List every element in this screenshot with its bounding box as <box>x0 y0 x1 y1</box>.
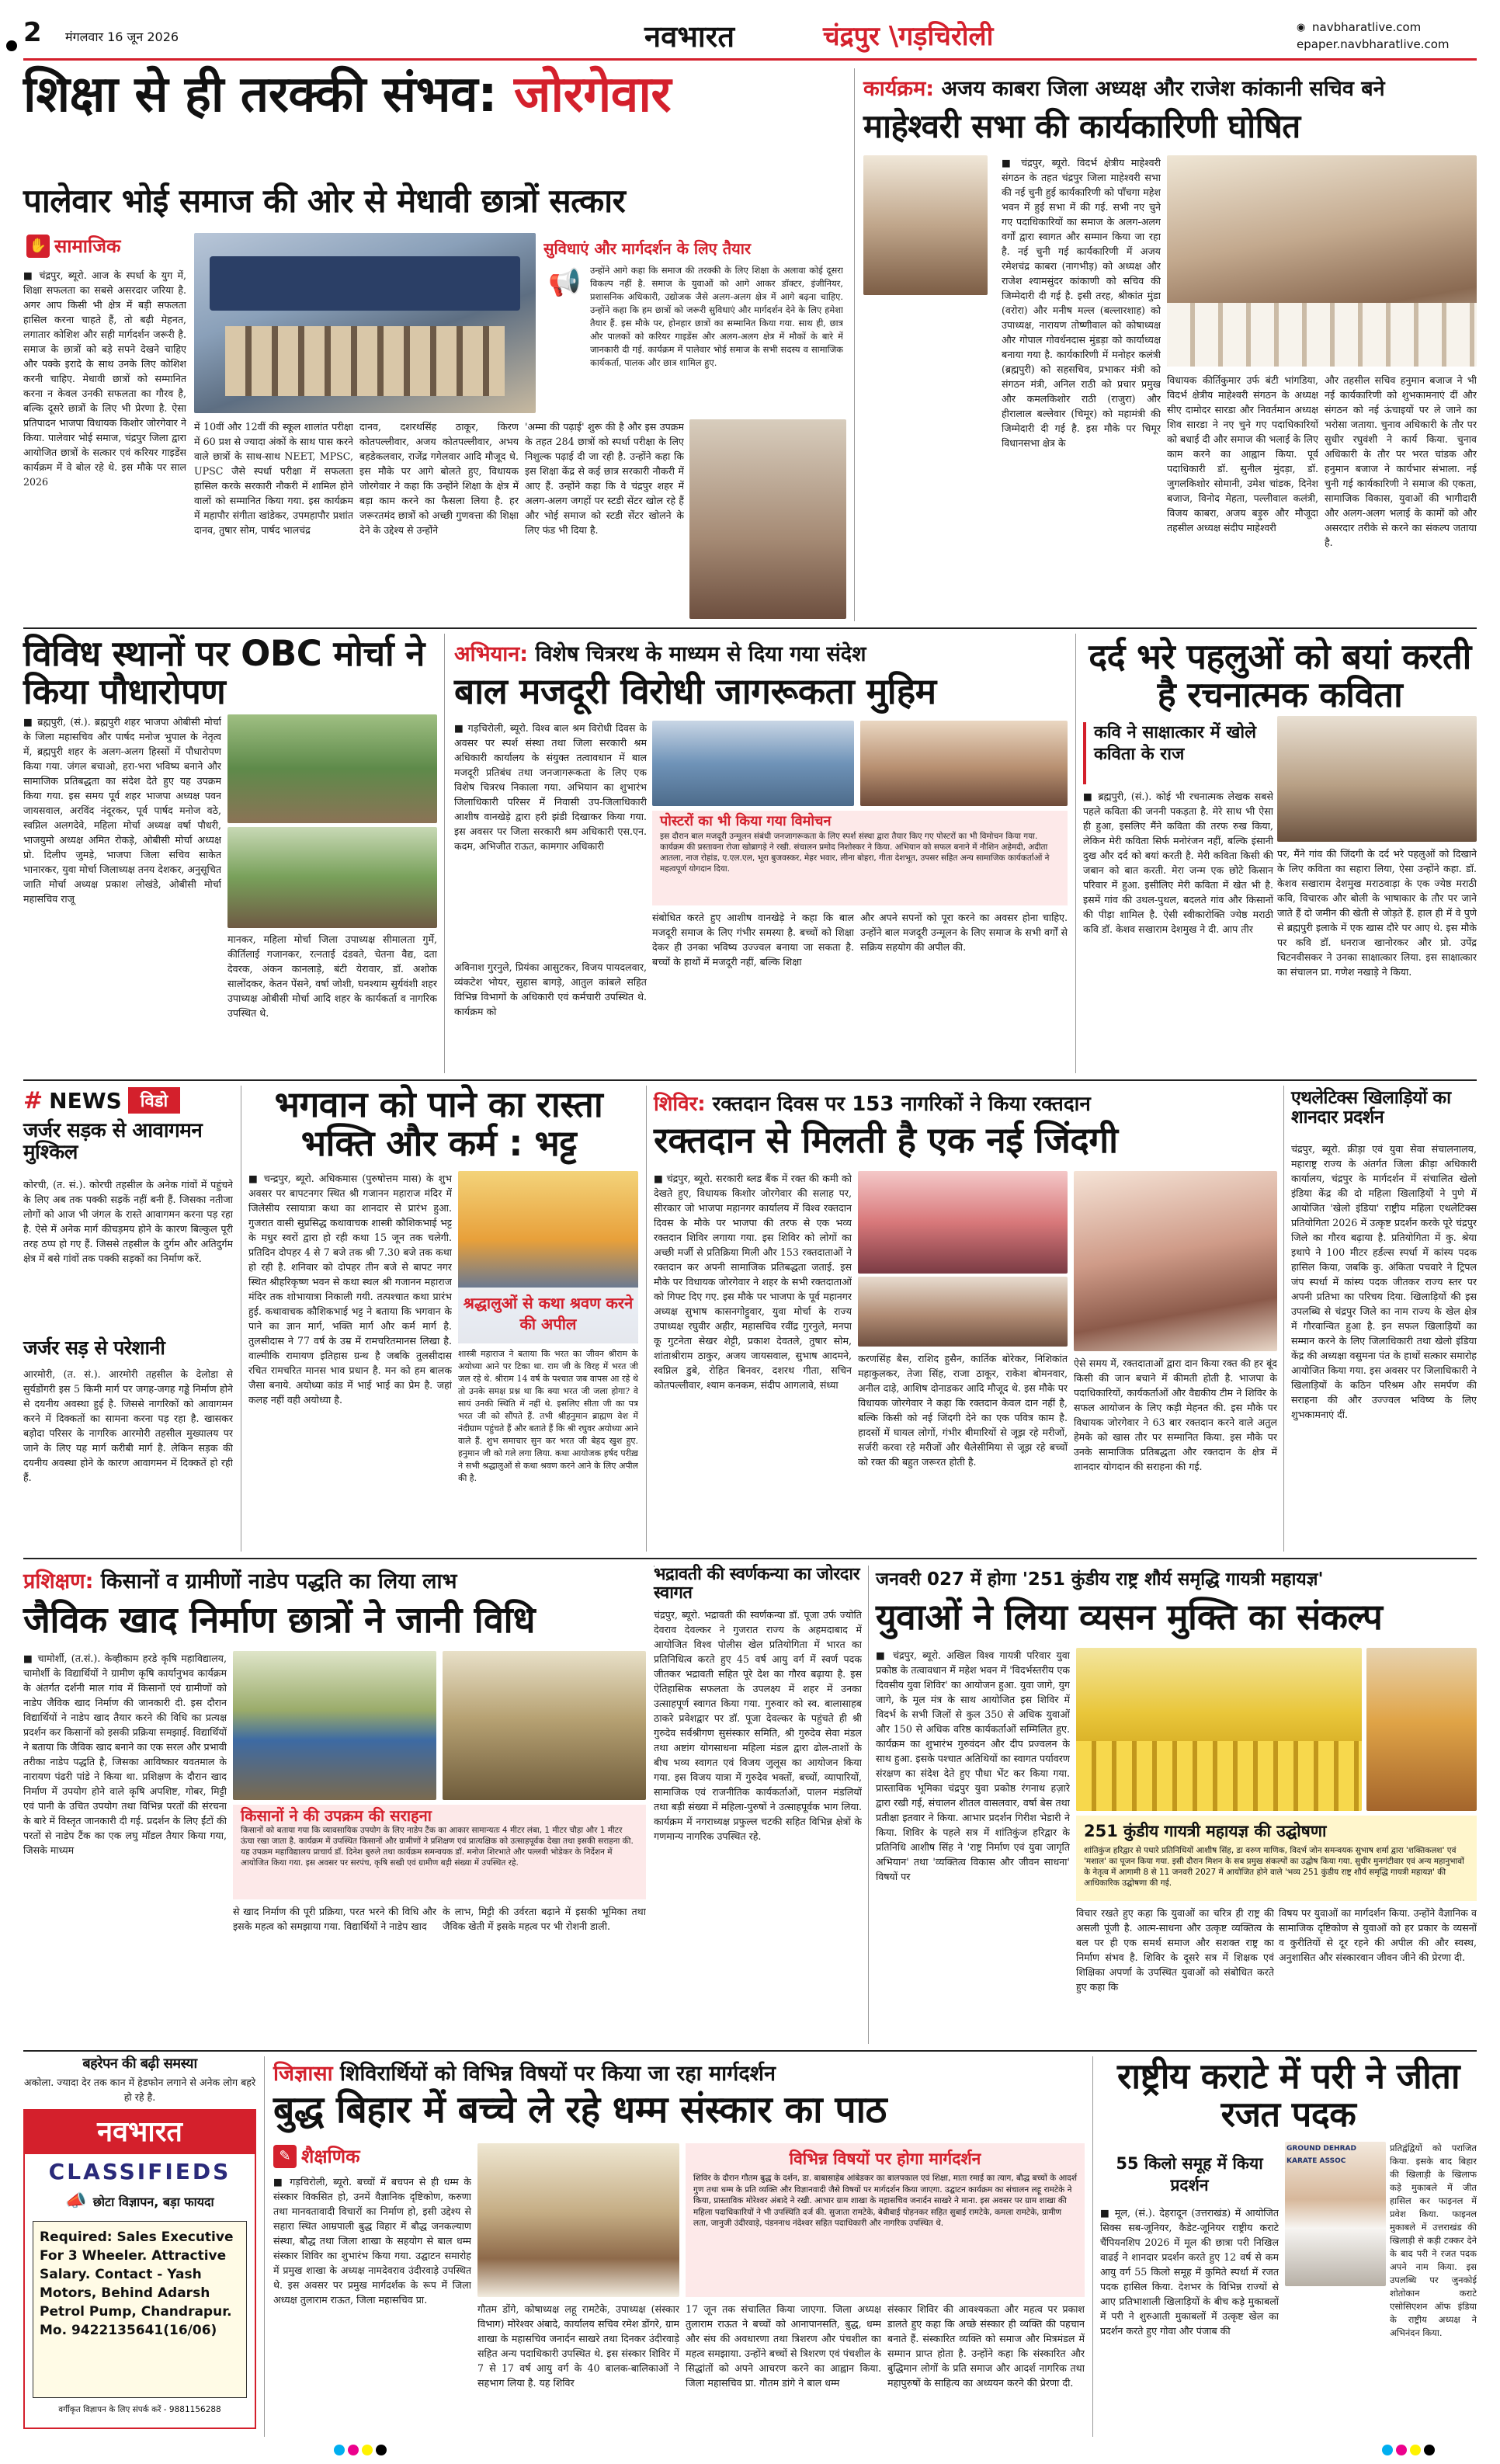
s1-headline: शिक्षा से ही तरक्की संभव: जोरगेवार <box>23 66 672 123</box>
s11-col3: विषय पर युवाओं का मार्गदर्शन किया. उन्होंने वैज्ञानिक व सामाजिक दृष्टिकोण से युवाओं को हर प्रकार के व्यसनों व कुरीतियों से दूर रहने की अपील की और स्वस्थ, अनुशासित और संस्कारवान जीवन जीने की प्रेरणा दी. <box>1279 1907 1477 1963</box>
s10-col1: चंद्रपुर, ब्यूरो. भद्रावती की स्वर्णकन्या डॉ. पूजा उर्फ ज्योति देवराव देवल्कर ने गुजरात राज्य के अहमदाबाद में आयोजित विश्व पोलीस खेल प्रतियोगिता में भारत का प्रतिनिधित्व करते हुए 45 वर्ष आयु वर्ग में स्वर्ण पदक जीतकर भद्रावती सहित पूरे देश का गौरव बढ़ाया है. इस ऐतिहासिक सफलता के उपलक्ष्य में शहर में उनका उत्साहपूर्ण स्वागत किया गया. गुरुवार को स्व. बालासाहब ठाकरे प्रवेशद्वार पर डॉ. पूजा देवल्कर के पहुंचते ही श्री गुरुदेव सर्वश्रीगण सुसंस्कार समिति, श्री गुरुदेव सेवा मंडल तथा अष्टांग योगसाधना महिला मंडल द्वारा ढोल-ताशों के बीच भव्य स्वागत एवं विजय जुलूस का आयोजन किया गया. इस विजय यात्रा में गुरुदेव भक्तों, बच्चों, व्यापारियों, सामाजिक एवं राजनीतिक कार्यकर्ताओं, पालन मंडलियों तथा बड़ी संख्या में महिला-पुरुषों ने उत्साहपूर्वक भाग लिया. कार्यक्रम में नगराध्यक्ष प्रफुल्ल चटकी सहित विभिन्न क्षेत्रों के गणमान्य नागरिक उपस्थित रहे. <box>654 1609 862 1842</box>
s7-krishna-image <box>458 1171 638 1343</box>
s12-photo-demo <box>443 1651 646 1800</box>
s14-kicker: जिज्ञासा शिविरार्थियों को विभिन्न विषयों पर किया जा रहा मार्गदर्शन <box>273 2062 776 2086</box>
s1-box-title: सुविधाएं और मार्गदर्शन के लिए तैयार <box>543 239 752 258</box>
megaphone-icon: 📢 <box>548 267 582 298</box>
s8-headline: रक्तदान से मिलती है एक नई जिंदगी <box>654 1119 1118 1161</box>
classifieds-contact: वर्गीकृत विज्ञापन के लिए संपर्क करें - 9881156288 <box>58 2405 221 2414</box>
book-icon: ✎ <box>273 2145 297 2168</box>
classifieds-brand: नवभारत <box>25 2111 255 2154</box>
s1-col2: में 10वीं और 12वीं की स्कूल शालांत परीक्षा में 60 प्रश से ज्यादा अंकों के साथ पास करने वाले छात्रों के साथ-साथ NEET, MPSC, UPSC जैसे स्पर्धा परीक्षा में सफलता हासिल करके सरकारी नौकरी में शामिल होने वालों को सम्मानित किया गया. इस कार्यक्रम में महापौर संगीता खांडेकर, उपमहापौर प्रशांत दानव, तुषार सोम, पार्षद भालचंद्र <box>194 421 353 536</box>
s5-headline: दर्द भरे पहलुओं को बयां करती है रचनात्मक कविता <box>1089 636 1471 715</box>
s1-col1: ■ चंद्रपुर, ब्यूरो. आज के स्पर्धा के युग में, शिक्षा सफलता का सबसे असरदार जरिया है. अगर आप किसी भी क्षेत्र में बड़ी सफलता हासिल करना चाहते हैं, तो बढ़ी मेहनत, लगातार कोशिश और सही मार्गदर्शन जरूरी है. समाज के छात्रों को बड़े सपने देखने चाहिए और पक्के इरादे के साथ उनके लिए कोशिश करनी चाहिए. मेधावी छात्रों को सम्मानित करना न केवल उनकी सफलता का गौरव है, बल्कि दूसरे छात्रों के लिए भी प्रेरणा है. ऐसा प्रतिपादन भाजपा विधायक किशोर जोरगेवार ने किया. पालेवार भोई समाज, चंद्रपुर जिला द्वारा आयोजित छात्रों के सत्कार एवं करियर गाइडेंस कार्यक्रम में वे बोल रहे थे. इस मौके पर साल 2026 <box>23 269 186 488</box>
s8-photo-group <box>1074 1171 1277 1351</box>
s7-headline: भगवान को पाने का रास्ता भक्ति और कर्म : भट्ट <box>274 1083 603 1164</box>
s14-headline: बुद्ध बिहार में बच्चे ले रहे धम्म संस्कार का पाठ <box>273 2088 887 2132</box>
issue-date: मंगलवार 16 जून 2026 <box>65 30 179 44</box>
s11-caption-title: 251 कुंडीय गायत्री महायज्ञ की उद्घोषणा <box>1084 1822 1327 1840</box>
s15-col1: ■ मूल, (सं.). देहरादून (उत्तराखंड) में आयोजित सिक्स सब-जूनियर, कैडेट-जूनियर राष्ट्रीय कराटे चैंपियनशिप 2026 में मूल की छात्रा परी निखिल वाढई ने शानदार प्रदर्शन करते हुए 12 वर्ष से कम आयु वर्ग 55 किलो समूह में कुमिते स्पर्धा में रजत पदक हासिल किया. देशभर के विभिन्न राज्यों से आए प्रतिभाशाली खिलाड़ियों के बीच कड़े मुकाबलों में परी ने शुरुआती मुकाबलों में उत्कृष्ट खेल का प्रदर्शन करते हुए गोवा और पंजाब की <box>1100 2207 1279 2337</box>
edition-name: चंद्रपुर \गड़चिरोली <box>823 21 994 52</box>
s13-h1: बहरेपन की बढ़ी समस्या <box>82 2056 197 2072</box>
s11-photo-hall <box>1076 1648 1362 1811</box>
classifieds-title: CLASSIFIEDS <box>48 2159 231 2184</box>
s8-photo-banner <box>858 1171 1068 1274</box>
s4-col4: और अपने सपनों को पूरा करने का अवसर होना चाहिए. उन्होंने बाल मजदूरी उन्मूलन के लिए समाज के सभी वर्गों से सक्रिय सहयोग की अपील की. <box>860 912 1068 953</box>
registration-mark-icon <box>1410 2445 1421 2455</box>
registration-mark-icon <box>6 40 17 51</box>
s12-headline: जैविक खाद निर्माण छात्रों ने जानी विधि <box>23 1599 536 1642</box>
s4-col2: अविनाश गुरनुले, प्रियंका आसुटकर, विजय पायदलवार, व्यंकटेश भोयर, सुहास बागड़े, आतुल कांबले सहित विभिन्न विभागों के अधिकारी एवं कर्मचारी उपस्थित थे. कार्यक्रम को <box>454 961 647 1017</box>
classifieds-box <box>23 2109 256 2429</box>
s11-photo-speaker <box>1366 1648 1477 1811</box>
s1-subhead: पालेवार भोई समाज की ओर से मेधावी छात्रों सत्कार <box>23 182 626 220</box>
registration-mark-icon <box>1424 2445 1435 2455</box>
s1-event-photo <box>194 233 536 413</box>
s11-headline: युवाओं ने लिया व्यसन मुक्ति का संकल्प <box>876 1596 1383 1638</box>
s2-col1: ■ चंद्रपुर, ब्यूरो. विदर्भ क्षेत्रीय माहेश्वरी संगठन के तहत चंद्रपुर जिला माहेश्वरी सभा की नई चुनी हुई कार्यकारिणी को पाँचगा महेश भवन में हुई सभा में की गई. सभी नए चुने गए पदाधिकारियों का समाज के अलग-अलग वर्गों द्वारा स्वागत और सम्मान किया जा रहा है. नई चुनी गई कार्यकारिणी में अजय रमेशचंद्र काबरा (नागभीड़) को अध्यक्ष और राजेश श्यामसुंदर कांकाणी को सचिव की जिम्मेदारी दी गई है. इसी तरह, श्रीकांत मुंडा (वरोरा) और मनीष मल्ल (बल्लारशाह) को उपाध्यक्ष, नारायण तोष्णीवाल को कोषाध्यक्ष और गोपाल गोवर्धनदास मुंडड़ा को कार्याध्यक्ष बनाया गया है. कार्यकारिणी में मनोहर कलंत्री (ब्रह्मपुरी) को सहसचिव, प्रभाकर मंत्री को संगठन मंत्री, अनिल राठी को प्रचार प्रमुख और कमलकिशोर राठी (राजुरा) और हीरालाल बल्लेवार (चिमूर) को महामंत्री की जिम्मेदारी दी गई है. इस मौके पर चिमूर विधानसभा क्षेत्र के <box>1002 157 1161 449</box>
classifieds-tagline: 📣 छोटा विज्ञापन, बड़ा फायदा <box>65 2191 214 2211</box>
s14-photo-children <box>477 2143 679 2297</box>
s8-col3: ऐसे समय में, रक्तदाताओं द्वारा दान किया रक्त की हर बूंद किसी की जान बचाने में कीमती होती है. भाजपा के पदाधिकारियों, कार्यकर्ताओं और वैद्यकीय टीम ने शिविर के सफल आयोजन के लिए कड़ी मेहनत की. इस मौके पर विधायक जोरगेवार ने 63 बार रक्तदान करने वाले अतुल हेमके को खास तौर पर सम्मानित किया. इस मौके पर उनके सामाजिक प्रतिबद्धता और रक्तदान के क्षेत्र में शानदार योगदान की सराहना की गई. <box>1074 1357 1277 1472</box>
hands-icon: ✋ <box>26 235 50 258</box>
s14-box-text: शिविर के दौरान गौतम बुद्ध के दर्शन, डा. बाबासाहेब आंबेडकर का बालपकाल एवं शिक्षा, माता रमाई का त्याग, बौद्ध बच्चों के आदर्श गुण तथा धम्म के प्रति व्यक्ति और विज्ञानवादी जैसे विषयों पर मार्गदर्शन किया जाएगा. उद्घाटन कार्यक्रम का संचालन लहू रामटेके ने किया, प्रास्ताविक मोरेश्वर अंबादे ने रखी. आभार ग्राम शाखा के महासचिव जनार्दन साखरे ने माना. इस अवसर पर ग्राम शाखा की महिला पदाधिकारियों ने भी उपस्थिति दर्ज की. सुजाता रामटेके, बेबीबाई पोहनकर सहित सुबाई रामटेके, कमला रामटेके, ग्रामीण लता, जानुजी उंदीरवाड़े, पंडननाथ नंदेश्वर सहित पदाधिकारी और नागरिक उपस्थित थे. <box>693 2174 1077 2228</box>
registration-mark-icon <box>348 2445 359 2455</box>
s5-col2: पर, मैंने गांव की जिंदगी के दर्द भरे पहलुओं को दिखाने के लिए कविता का सहारा लिया, ऐसा उन्होंने कहा. डॉ. केशव सखाराम देशमुख मराठवाड़ा के एक ज्येष्ठ मराठी कवि, विचारक और बोली के भाषाकार के तौर पर जाने जाते हैं दो जमीन की खेती से जोड़ते हैं. हाल ही में वे पुणे से ब्रह्मपुरी इलाके में एक खास दौरे पर आए थे. इस मौके पर कवि डॉ. धनराज खानोरकर और प्रो. उपेंद्र चिटनवीसकर ने उनका साक्षात्कार लिया. इस साक्षात्कार का संचालन प्रा. गणेश नखाड़े ने किया. <box>1277 848 1477 978</box>
s12-caption-text: किसानों को बताया गया कि व्यावसायिक उपयोग के लिए नाडेप टैंक का आकार सामान्यतः 4 मीटर लंबा, 1 मीटर चौड़ा और 1 मीटर ऊंचा रखा जाता है. कार्यक्रम में उपस्थित किसानों और ग्रामीणों ने प्रशिक्षण एवं प्रात्यक्षिक को उत्साहपूर्वक देखा तथा इसकी सराहना की. यह उपक्रम महाविद्यालय प्राचार्य डॉ. दिनेश बुरुले तथा कार्यक्रम समन्वयक डॉ. मनोज शिरभाते और पल्लवी भोडेकर के निर्देशन में आयोजित किया गया. इस अवसर पर सरपंच, कृषि सखी एवं ग्रामीण बड़ी संख्या में उपस्थित रहे. <box>241 1826 634 1868</box>
s1-student-photo <box>689 419 846 619</box>
hash-icon: # <box>23 1086 43 1114</box>
s8-col1: ■ चंद्रपुर, ब्यूरो. सरकारी ब्लड बैंक में रक्त की कमी को देखते हुए, विधायक किशोर जोरगेवार की सलाह पर, सीरकार जो भाजपा महानगर कार्यालय में विश्व रक्तदान दिवस के मौके पर भाजपा की तरफ से एक भव्य रक्तदान शिविर लगाया गया. इस शिविर को लोगों का अच्छी मर्जी से प्रतिक्रिया मिली और 153 रक्तदाताओं ने रक्तदान कर अपनी सामाजिक प्रतिबद्धता जताई. इस मौके पर विधायक जोरगेवार ने शहर के सभी रक्तदाताओं को गिफ्ट दिए गए. इस मौके पर भाजपा के पूर्व महानगर अध्यक्ष सुभाष कासनगोट्टुवार, युवा मोर्चा के राज्य उपाध्यक्ष रघुवीर अहीर, महासचिव रवींद्र गुरनुले, मनपा कू गुटनेता सेखर शेट्टी, प्रकाश देवतले, तुषार सोम, शांताश्रीराम ठाकुर, अजय जायसवाल, सुभाष आदमने, स्वप्निल डुबे, रोहित बिनवर, दशरथ गीता, सचिन कोतपल्लीवार, श्याम कनकम, संदीप आगलावे, संध्या <box>654 1173 852 1391</box>
s3-plantation-photo-1 <box>227 714 437 823</box>
s4-caption-title: पोस्टरों का भी किया गया विमोचन <box>660 813 832 829</box>
s3-headline: विविध स्थानों पर OBC मोर्चा ने किया पौधारोपण <box>23 633 425 712</box>
s11-kicker: जनवरी 027 में होगा '251 कुंडीय राष्ट्र शौर्य समृद्धि गायत्री महायज्ञ' <box>876 1569 1324 1590</box>
s2-headline: माहेश्वरी सभा की कार्यकारिणी घोषित <box>863 107 1300 145</box>
s4-photo-poster <box>860 721 1068 806</box>
s4-caption-box <box>652 811 1068 905</box>
s12-photo-students <box>233 1651 436 1800</box>
s11-col1: ■ चंद्रपुर, ब्यूरो. अखिल विश्व गायत्री परिवार युवा प्रकोष्ठ के तत्वावधान में महेश भवन में 'विदर्भस्तरीय एक दिवसीय युवा शिविर' का आयोजन हुआ. युवा जागे, युग जागे, के मूल मंत्र के साथ आयोजित इस शिविर में विदर्भ के सभी जिलों से कुल 350 से अधिक युवाओं और 150 से अधिक वरिष्ठ कार्यकर्ताओं सम्मिलित हुए. कार्यक्रम का शुभारंभ गुरुवंदन और दीप प्रज्वलन के साथ हुआ. इसके पश्चात अतिथियों का स्वागत पर्यावरण संरक्षण का संदेश देते हुए पौधा भेंट कर किया गया. प्रास्ताविक भूमिका चंद्रपुर युवा प्रकोष्ठ रंगनाथ हज़ारे द्वारा रखी गई, संचालन शीतल वासलवार, वर्षा बेस तथा प्रतीक्षा इतवार ने किया. आभार प्रदर्शन गिरीश भेडारी ने किया. शिविर के पहले सत्र में शांतिकुंज हरिद्वार के प्रतिनिधि आशीष सिंह ने 'राष्ट्र निर्माण एवं युवा जागृति अभियान' तथा 'व्यक्तित्व विकास और जीवन साधना' विषयों पर <box>876 1649 1070 1882</box>
s4-col1: ■ गड़चिरोली, ब्यूरो. विश्व बाल श्रम विरोधी दिवस के अवसर पर स्पर्श संस्था तथा जिला सरकारी श्रम अधिकारी कार्यालय के संयुक्त तत्वावधान में बाल मजदूरी प्रतिबंध तथा जनजागरूकता के लिए एक विशेष चित्ररथ निकाला गया. अभियान का शुभारंभ जिलाधिकारी परिसर में निवासी उप-जिलाधिकारी आशीष वानखेड़े द्वारा हरी झंडी दिखाकर किया गया. इस अवसर पर जिला सरकारी श्रम अधिकारी एस.एन. कदम, अभिजीत राऊत, कामगार अधिकारी <box>454 722 647 852</box>
s8-col2: करणसिंह बैस, राशिद हुसैन, कार्तिक बोरेकर, निशिकांत महाकुलकर, तेजा सिंह, राजा ठाकूर, राकेश बोमनवार, अनील दाड़े, आशिष दोनाडकर आदि मौजूद थे. इस मौके पर विधायक जोरगेवार ने कहा कि रक्तदान केवल दान नहीं है, बल्कि किसी को नई जिंदगी देने का एक पवित्र काम है. हादसों में घायल लोगों, गंभीर बीमारियों से जूझ रहे मरीजों, सर्जरी करवा रहे मरीजों और थैलेसीमिया से जूझ रहे बच्चों को रक्त की बहुत जरूरत होती है. <box>858 1353 1068 1468</box>
classified-ad: Required: Sales Executive For 3 Wheeler. Attractive Salary. Contact - Yash Motors, Behind Adarsh Petrol Pump, Chandrapur. Mo. 9422135641(16/06) <box>33 2221 247 2398</box>
s2-group-photo-2 <box>1167 155 1477 367</box>
registration-mark-icon <box>1396 2445 1407 2455</box>
s3-col1: ■ ब्रह्मपुरी, (सं.). ब्रह्मपुरी शहर भाजपा ओबीसी मोर्चा के जिला महासचिव और पार्षद मनोज भुपाल के नेतृत्व में, ब्रह्मपुरी शहर के अलग-अलग हिस्सों में पौधारोपण किया गया. जंगल बचाओ, हरा-भरा भविष्य बनाने और सामाजिक प्रतिबद्धता का संदेश देते हुए यह उपक्रम किया गया. इस समय पूर्व शहर भाजपा अध्यक्ष पवन जायसवाल, अरविंद नंदूरकर, पूर्व पार्षद मनोज वठे, स्वप्निल अलगदेवे, महिला मोर्चा अध्यक्ष वर्षा पौधरी, भाजयुमो अध्यक्ष अमित रोकड़े, ओबीसी मोर्चा अध्यक्ष प्रो. दिलीप जुमड़े, भाजपा जिला सचिव साकेत भानारकर, युवा मोर्चा जिलाध्यक्ष तनय देशकर, अनुसूचित जाति मोर्चा अध्यक्ष प्रकाश लोखंडे, ओबीसी मोर्चा महासचिव राजू <box>23 716 221 905</box>
s2-group-photo-1 <box>863 155 988 295</box>
s6-t2: आरमोरी, (त. सं.). आरमोरी तहसील के देलोडा से सुर्यडोंगरी इस 5 किमी मार्ग पर जगह-जगह गड्ढे निर्माण होने से दयनीय अवस्था हुई है. जिससे नागरिकों को आवागमन करने में दिक्कतों का सामना करना पड़ रहा है. खासकर बड़ोदा परिसर के नागरिक आरमोरी तहसील मुख्यालय पर जाने के लिए यह मार्ग करीबी मार्ग है. लेकिन सड़क की दयनीय अवस्था होने के कारण आवागमन में दिक्कतें हो रही हैं. <box>23 1368 233 1483</box>
s10-headline: भद्रावती की स्वर्णकन्या का जोरदार स्वागत <box>654 1565 860 1603</box>
section-tag-educational: ✎ शैक्षणिक <box>273 2143 360 2169</box>
s1-box-text: उन्होंने आगे कहा कि समाज की तरक्की के लिए शिक्षा के अलावा कोई दूसरा विकल्प नहीं है. समाज के युवाओं को आगे आकर डॉक्टर, इंजीनियर, प्रशासनिक अधिकारी, उद्योजक जैसे अलग-अलग क्षेत्र में आगे बढ़ना चाहिए. उन्होंने कहा कि हम छात्रों को जरूरी सुविधाएं और मार्गदर्शन देने के लिए हमेशा तैयार हैं. इस मौके पर, होनहार छात्रों का सम्मानित किया गया. साथ ही, छात्र और पालकों को करियर गाइडेंस और अलग-अलग क्षेत्र में मौकों के बारे में जानकारी दी गई. कार्यक्रम में पालेवार भोई समाज के सभी सदस्य व सामाजिक कार्यकर्ता, पालक और छात्र शामिल हुए. <box>590 265 843 368</box>
s1-col3: दानव, दशरथसिंह ठाकूर, किरण कोतपल्लीवार, अजय कोतपल्लीवार, अभय बहडेकलवार, राजेंद्र गगेलवार आदि मौजूद थे. इस मौके पर आगे बोलते हुए, विधायक जोरगेवार ने कहा कि उन्होंने शिक्षा के क्षेत्र में बड़ा काम करने का फैसला लिया है. हर जरूरतमंद छात्रों को अच्छी गुणवत्ता की शिक्षा देने के उद्देश्य से उन्होंने <box>359 421 519 536</box>
section-tag-social: ✋ सामाजिक <box>26 233 120 259</box>
s15-col2: प्रतिद्वंद्वियों को पराजित किया. इसके बाद बिहार की खिलाड़ी के खिलाफ कड़े मुकाबले में जीत हासिल कर फाइनल में प्रवेश किया. फाइनल मुकाबले में उत्तराखंड की खिलाड़ी से कड़ी टक्कर देने के बाद परी ने रजत पदक अपने नाम किया. इस उपलब्धि पर जुनकोई शोतोकान कराटे एसोसिएशन ऑफ इंडिया के राष्ट्रीय अध्यक्ष ने अभिनंदन किया. <box>1390 2143 1477 2338</box>
s15-subhead: 55 किलो समूह में किया प्रदर्शन <box>1116 2154 1263 2195</box>
s14-col3: 17 जून तक संचालित किया जाएगा. जिला अध्यक्ष तुलाराम राऊत ने बच्चों को आनापानसति, बुद्ध, धम्म और संघ की अवधारणा तथा त्रिशरण और पंचशील का महत्व समझाया. उन्होंने बच्चों से त्रिशरण एवं पंचशील के सिद्धांतों को अपने आचरण करने का आह्वान किया. जिला महासचिव प्रा. गौतम डांगे ने बाल धम्म <box>686 2303 881 2389</box>
s12-caption-box <box>233 1805 646 1899</box>
s12-caption-title: किसानों ने की उपक्रम की सराहना <box>241 1806 432 1825</box>
s4-kicker: अभियान: विशेष चित्ररथ के माध्यम से दिया गया संदेश <box>454 642 866 666</box>
s12-kicker: प्रशिक्षण: किसानों व ग्रामीणों नाडेप पद्धति का लिया लाभ <box>23 1569 457 1593</box>
s9-col1: चंद्रपुर, ब्यूरो. क्रीड़ा एवं युवा सेवा संचालनालय, महाराष्ट्र राज्य के अंतर्गत जिला क्रीड़ा अधिकारी कार्यालय, चंद्रपुर के मार्गदर्शन में संचालित खेलो इंडिया केंद्र की दो महिला खिलाड़ियों ने पुणे में आयोजित 'खेलो इंडिया' राष्ट्रीय महिला एथलेटिक्स प्रतियोगिता 2026 में उत्कृष्ट प्रदर्शन करके पूरे चंद्रपुर जिले का गौरव बढ़ाया है. प्रतियोगिता में कु. श्रेया इथापे ने 100 मीटर हर्डल्स स्पर्धा में कांस्य पदक हासिल किया, जबकि कु. अंकिता पचवारे ने ट्रिपल जंप स्पर्धा में कांस्य पदक जीतकर राज्य स्तर पर अपनी प्रतिभा का परिचय दिया. खिलाड़ियों की इस उपलब्धि से चंद्रपुर जिले का नाम राज्य के खेल क्षेत्र में गौरवान्वित हुआ है. इन सफल खिलाड़ियों का सम्मान करने के लिए जिलाधिकारी तथा खेलो इंडिया केंद्र की अध्यक्षा वसुमना पंत के हाथों सत्कार समारोह आयोजित किया गया. इस अवसर पर जिलाधिकारी ने खिलाड़ियों के कठिन परिश्रम और समर्पण की सराहना की और उज्ज्वल भविष्य के लिए शुभकामनाएं दीं. <box>1291 1143 1477 1420</box>
epaper-link[interactable]: epaper.navbharatlive.com <box>1297 37 1450 51</box>
s9-headline: एथलेटिक्स खिलाड़ियों का शानदार प्रदर्शन <box>1291 1088 1451 1128</box>
brand-logo: नवभारत <box>644 19 734 54</box>
s2-col3: और तहसील सचिव हनुमान बजाज ने भी नई कार्यकारिणी को शुभकामनाएं दीं और संगठन को नई ऊंचाइयों पर ले जाने का भरोसा जताया. चुनाव अधिकारी के तौर पर सुधीर रघुवंशी ने कार्य किया. चुनाव अधिकारी के तौर पर भरत चांडक और हनुमान बजाज ने कार्यभार संभाला. नई चुनी गई कार्यकारिणी ने समाज की एकता, सामाजिक विकास, युवाओं की भागीदारी और अलग-अलग भलाई के कामों को और असरदार तरीके से करने का संकल्प जताया है. <box>1325 374 1477 548</box>
s14-col1: ■ गड़चिरोली, ब्यूरो. बच्चों में बचपन से ही धम्म के संस्कार विकसित हो, उनमें वैज्ञानिक दृष्टिकोण, करुणा तथा मानवतावादी विचारों का निर्माण हो, इसी उद्देश्य से सहारा स्थित आम्रपाली बुद्ध विहार में बौद्ध जनकल्याण संस्था, बौद्ध तथा जिला शाखा के सहयोग से बाल धम्म संस्कार शिविर का शुभारंभ किया गया. उद्घाटन समारोह में प्रमुख शाखा के अध्यक्ष नामदेवराव उंदीरवाड़े उपस्थित थे. इस अवसर पर प्रमुख मार्गदर्शक के रूप में जिला अध्यक्ष तुलाराम राऊत, जिला महासचिव प्रा. <box>273 2176 471 2306</box>
s5-interview-photo <box>1277 716 1477 842</box>
s4-col3: संबोधित करते हुए आशीष वानखेड़े ने कहा कि बाल मजदूरी समाज के लिए गंभीर समस्या है. बच्चों को शिक्षा देकर ही उनका भविष्य उज्ज्वल बनाया जा सकता है. बच्चों के हाथों में मजदूरी नहीं, बल्कि शिक्षा <box>652 912 854 968</box>
s6-h2: जर्जर सड़ से परेशानी <box>23 1336 165 1359</box>
s8-photo-donor <box>858 1277 1068 1347</box>
s7-col1: ■ चन्द्रपुर, ब्यूरो. अधिकमास (पुरुषोत्तम मास) के शुभ अवसर पर बापटनगर स्थित श्री गजानन महाराज मंदिर में जिलेसीय रसायात्रा कथा का शानदार से प्रारंभ हुआ. गुजरात वासी सुप्रसिद्ध कथावाचक शास्त्री कौशिकभाई भट्ट के मधुर स्वरों द्वारा हो रही कथा 15 जून तक चलेगी. प्रतिदिन दोपहर 4 से 7 बजे तक श्री 7.30 बजे तक कथा हो रही है. शनिवार को दोपहर तीन बजे से बापट नगर स्थित श्रीहरिकृष्ण भवन से कथा स्थल श्री गजानन महाराज मंदिर तक शोभायात्रा निकाली गयी. तत्पश्चात कथा प्रारंभ हुई. कथावाचक कौशिकभाई भट्ट ने बताया कि भगवान के पाने का ज्ञान मार्ग, भक्ति मार्ग और कर्म मार्ग है. तुलसीदास ने 77 वर्ष के उम्र में रामचरितमानस लिखा है. वाल्मीकि रामायण इतिहास ग्रन्थ है जबकि तुलसीदास रचित रामचरित मानस भाव प्रधान है. मन को हम बालक जैसा बनाये. अयोध्या कांड में भाई भाई का प्रेम है. जहां कलह नहीं वही अयोध्या है. <box>248 1173 452 1406</box>
s5-subhead: कवि ने साक्षात्कार में खोले कविता के राज <box>1083 722 1269 784</box>
website-link[interactable]: navbharatlive.com <box>1312 20 1422 34</box>
s15-headline: राष्ट्रीय कराटे में परी ने जीता रजत पदक <box>1116 2056 1460 2135</box>
s2-col2: विधायक कीर्तिकुमार उर्फ बंटी भांगडिया, विदर्भ क्षेत्रीय माहेश्वरी संगठन के अध्यक्ष सीए दामोदर सारडा और निवर्तमान अध्यक्ष शिव सारडा ने नए चुने गए पदाधिकारियों को बधाई दी और समाज की भलाई के लिए काम करने का आह्वान किया. पूर्व पदाधिकारी डॉ. सुनील मुंदड़ा, डॉ. जुगलकिशोर सोमानी, उमेश चांडक, दिनेश बजाज, विनोद मेहता, पल्लीवाल कलंत्री, विजय काबरा, अजय बड़ुरु और मौजूदा तहसील अध्यक्ष संदीप माहेश्वरी <box>1167 374 1318 533</box>
s7-img-title: श्रद्धालुओं से कथा श्रवण करने की अपील <box>458 1288 638 1343</box>
s6-t1: कोरची, (त. सं.). कोरची तहसील के अनेक गांवों में पहुंचने के लिए अब तक पक्की सड़कें नहीं बनी हैं. जिसका नतीजा लोगों को आज भी जंगल के रास्ते आवागमन करना पड़ रहा है. ऐसे में अनेक मार्ग कीचड़मय होने के कारण बिल्कुल पूरी तरह ठप्प हो गए हैं. जिससे तहसील के दुर्गम और अतिदुर्गम क्षेत्र में बसे गांवों तक पक्की सड़कों का निर्माण करें. <box>23 1179 233 1264</box>
s4-headline: बाल मजदूरी विरोधी जागरूकता मुहिम <box>454 670 936 712</box>
s11-caption-box <box>1076 1816 1477 1901</box>
s7-img-text: शास्त्री महाराज ने बताया कि भरत का जीवन श्रीराम के अयोध्या आने पर टिका था. राम जी के विरह में भरत जी जल रहे थे. श्रीराम 14 वर्ष के पश्चात जब वापस आ रहे थे तो उनके समक्ष प्रश्न था कि क्या भरत जी जला होगा? वे सायं उनकी स्थिति में नहीं थे. इसलिए सीता जी का पत्र भरत जी को सौंपते हैं. तभी श्रीहनुमान ब्राह्मण वेश में नंदीग्राम पहुंचते हैं और बताते हैं कि श्री रघुवर अयोध्या आने वाले हैं. शुभ समाचार सुन कर भरत जी बेहद खुश हुए. हनुमान जी को गले लगा लिया. कथा आयोजक हर्षद परीख़ ने सभी श्रद्धालुओं से कथा श्रवण करने आने के लिए अपील की है. <box>458 1349 638 1483</box>
s1-award-box <box>543 233 846 413</box>
globe-icon: ◉ <box>1297 22 1306 33</box>
s3-plantation-photo-2 <box>227 827 437 928</box>
registration-mark-icon <box>362 2445 373 2455</box>
news-brief-label: # NEWS विडो <box>23 1086 241 1115</box>
s6-h1: जर्जर सड़क से आवागमन मुश्किल <box>23 1119 203 1165</box>
masthead-strip <box>23 14 1477 61</box>
s4-caption-text: इस दौरान बाल मजदूरी उन्मूलन संबंधी जनजागरूकता के लिए स्पर्श संस्था द्वारा तैयार किए गए पोस्टरों का भी विमोचन किया गया. कार्यक्रम की प्रस्तावना रोजा खोब्रागड़े ने रखी. संचालन प्रमोद निशोस्कर ने किया. अभियान को सफल बनाने में नौशिन अहेमदी, अदीता आतला, नाज रोहांड, ए.एल.एल, भूरा बुजवस्कर, मेहर भवार, लीना बोहरा, गीता देशभूत, उपसर सहित अन्य सामाजिक कार्यकर्ताओं ने महत्वपूर्ण योगदान दिया. <box>660 832 1050 874</box>
s15-img-label-a: GROUND DEHRAD <box>1286 2145 1356 2153</box>
s11-col2: विचार रखते हुए कहा कि युवाओं का चरित्र ही राष्ट्र की असली पूंजी है. आत्म-साधना और उत्कृष्ट व्यक्तित्व के बल पर ही एक समर्थ समाज और सशक्त राष्ट्र का निर्माण संभव है. शिविर के दूसरे सत्र में शिक्षक एवं शिक्षिका अपर्णा के उपस्थित युवाओं को संबोधित करते हुए कहा कि <box>1076 1907 1274 1993</box>
s8-kicker: शिविर: रक्तदान दिवस पर 153 नागरिकों ने किया रक्तदान <box>654 1093 1091 1116</box>
registration-mark-icon <box>334 2445 345 2455</box>
s14-col4: संस्कार शिविर की आवश्यकता और महत्व पर प्रकाश डालते हुए कहा कि अच्छे संस्कार ही व्यक्ति की पहचान बनाते हैं. संस्कारित व्यक्ति को समाज और मित्रमंडल में सम्मान प्राप्त होता है. उन्होंने कहा कि संस्कारित और बुद्धिमान लोगों के प्रति समाज और आदर्श नागरिक तथा महापुरुषों के साहित्य का अध्ययन करने की प्रेरणा दी. <box>887 2303 1085 2389</box>
s2-kicker: कार्यक्रम: अजय काबरा जिला अध्यक्ष और राजेश कांकानी सचिव बने <box>863 77 1385 101</box>
page-number: 2 <box>23 17 42 48</box>
registration-mark-icon <box>376 2445 387 2455</box>
s14-col2: गौतम डोंगे, कोषाध्यक्ष लहू रामटेके, उपाध्यक्ष (संस्कार विभाग) मोरेश्वर अंबादे, कार्यालय सचिव रमेश डोंगरे, ग्राम शाखा के महासचिव जनार्दन साखरे तथा दिनकर उंदीरवाड़े सहित अन्य पदाधिकारी उपस्थित थे. इस संस्कार शिविर में 7 से 17 वर्ष आयु वर्ग के 40 बालक-बालिकाओं ने सहभाग लिया है. यह शिविर <box>477 2303 679 2389</box>
s12-col3: के लाभ, मिट्टी की उर्वरता बढ़ाने में इसकी भूमिका तथा जैविक खेती में इसके महत्व पर भी रोशनी डाली. <box>443 1906 646 1932</box>
s13-t1: अकोला. ज्यादा देर तक कान में हेडफोन लगाने से अनेक लोग बहरे हो रहे है. <box>23 2077 256 2103</box>
s4-photo-rally <box>652 721 854 806</box>
s12-col2: से खाद निर्माण की पूरी प्रक्रिया, परत भरने की विधि और इसके महत्व को समझाया गया. विद्यार्थियों ने नाडेप खाद <box>233 1906 436 1932</box>
registration-mark-icon <box>1382 2445 1393 2455</box>
megaphone-icon: 📣 <box>65 2191 87 2211</box>
s3-col2: मानकर, महिला मोर्चा जिला उपाध्यक्ष सीमालता गुर्मे, कीर्तिलाई गजानकर, रत्नताई दंडवते, चेतना वैद्य, दता देवरक, अंकन कानलाड़े, बंटी येरावार, डॉ. अशोक सालोंदकर, केतन पेंसने, वर्षा जोशी, घनश्याम सुर्यवंशी शहर उपाध्यक्ष ओबीसी मोर्चा आदि शहर के कार्यकर्ता व नागरिक उपस्थित थे. <box>227 933 437 1019</box>
s14-box <box>686 2143 1085 2297</box>
s11-caption-text: शांतिकुंज हरिद्वार से पधारे प्रतिनिधियों आशीष सिंह, डा वरुण माणिक, विदर्भ जोन समन्वयक सुभाष शर्मा द्वारा 'शक्तिकलश' एवं 'मशाल' का पूजन किया गया. इसी दौरान मिशन के सब प्रमुख संकल्पों का उद्घोष किया गया. सुधीर मुनगंटीवार एवं अन्य महानुभावों के नेतृत्व में आगामी 8 से 11 जनवरी 2027 में आयोजित होने वाले 'भव्य 251 कुंडीय राष्ट्र शौर्य समृद्धि गायत्री महायज्ञ' की आधिकारिक उद्घोषणा की गई. <box>1084 1846 1464 1888</box>
s12-col1: ■ चामोर्शी, (त.सं.). केव्हीकाम हरडे कृषि महाविद्यालय, चामोर्शी के विद्यार्थियों ने ग्रामीण कृषि कार्यानुभव कार्यक्रम के अंतर्गत दर्शनी माल गांव में किसानों एवं ग्रामीणों को नाडेप जैविक खाद निर्माण की जानकारी दी. इस दौरान विद्यार्थियों ने नाडेप खाद तैयार करने की विधि का प्रत्यक्ष प्रदर्शन कर किसानों को इसकी प्रक्रिया समझाई. विद्यार्थियों ने बताया कि जैविक खाद बनाने का एक सरल और प्रभावी तरीका नाडेप पद्धति है, जिसका आविष्कार यवतमाल के नारायण पंढरी पांडे ने किया था. प्रशिक्षण के दौरान खाद निर्माण में उपयोग होने वाले कृषि अपशिष्ट, गोबर, मिट्टी एवं पानी के उचित उपयोग तथा विभिन्न परतों की संरचना के बारे में विस्तृत जानकारी दी गई. प्रदर्शन के लिए ईंटों की परतों से नाडेप टैंक का एक लघु मॉडल तैयार किया गया, जिसके माध्यम <box>23 1653 227 1856</box>
s5-col1: ■ ब्रह्मपुरी, (सं.). कोई भी रचनात्मक लेखक सबसे पहले कविता की जननी पकड़ता है. मेरे साथ भी ऐसा ही हुआ, इसलिए मैंने कविता की तरफ रुख किया, लेकिन मेरी कविता सिर्फ मनोरंजन नहीं, बल्कि इंसानी दुख और दर्द को बयां करती है. मेरी कविता किसी की जबान को बात करती. मेरा जन्म एक छोटे किसान परिवार में हुआ. इसीलिए मेरी कविता में खेत भी है. इसमें गांव की उथल-पुथल, बदलते गांव और किसानों की पीड़ा शामिल है. ऐसी स्वीकारोक्ति ज्येष्ठ मराठी कवि डॉ. केशव सखाराम देशमुख ने दी. आप तीर <box>1083 791 1273 935</box>
s15-img-label-b: KARATE ASSOC <box>1286 2157 1346 2165</box>
s15-karate-photo <box>1285 2142 1386 2286</box>
s14-box-title: विभिन्न विषयों पर होगा मार्गदर्शन <box>789 2149 981 2168</box>
s1-col4: 'अम्मा की पढ़ाई' शुरू की है और इस उपक्रम के तहत 284 छात्रों को स्पर्धा परीक्षा के लिए निशुल्क पढ़ाई दी जा रही है. उन्होंने कहा कि इस शिक्षा केंद्र से कई छात्र सरकारी नौकरी में आए हैं. उन्होंने कहा कि वे चंद्रपुर शहर में अलग-अलग जगहों पर स्टडी सेंटर खोल रहे हैं और भोई समाज को स्टडी सेंटर खोलने के लिए फंड भी दिया है. <box>525 421 684 536</box>
